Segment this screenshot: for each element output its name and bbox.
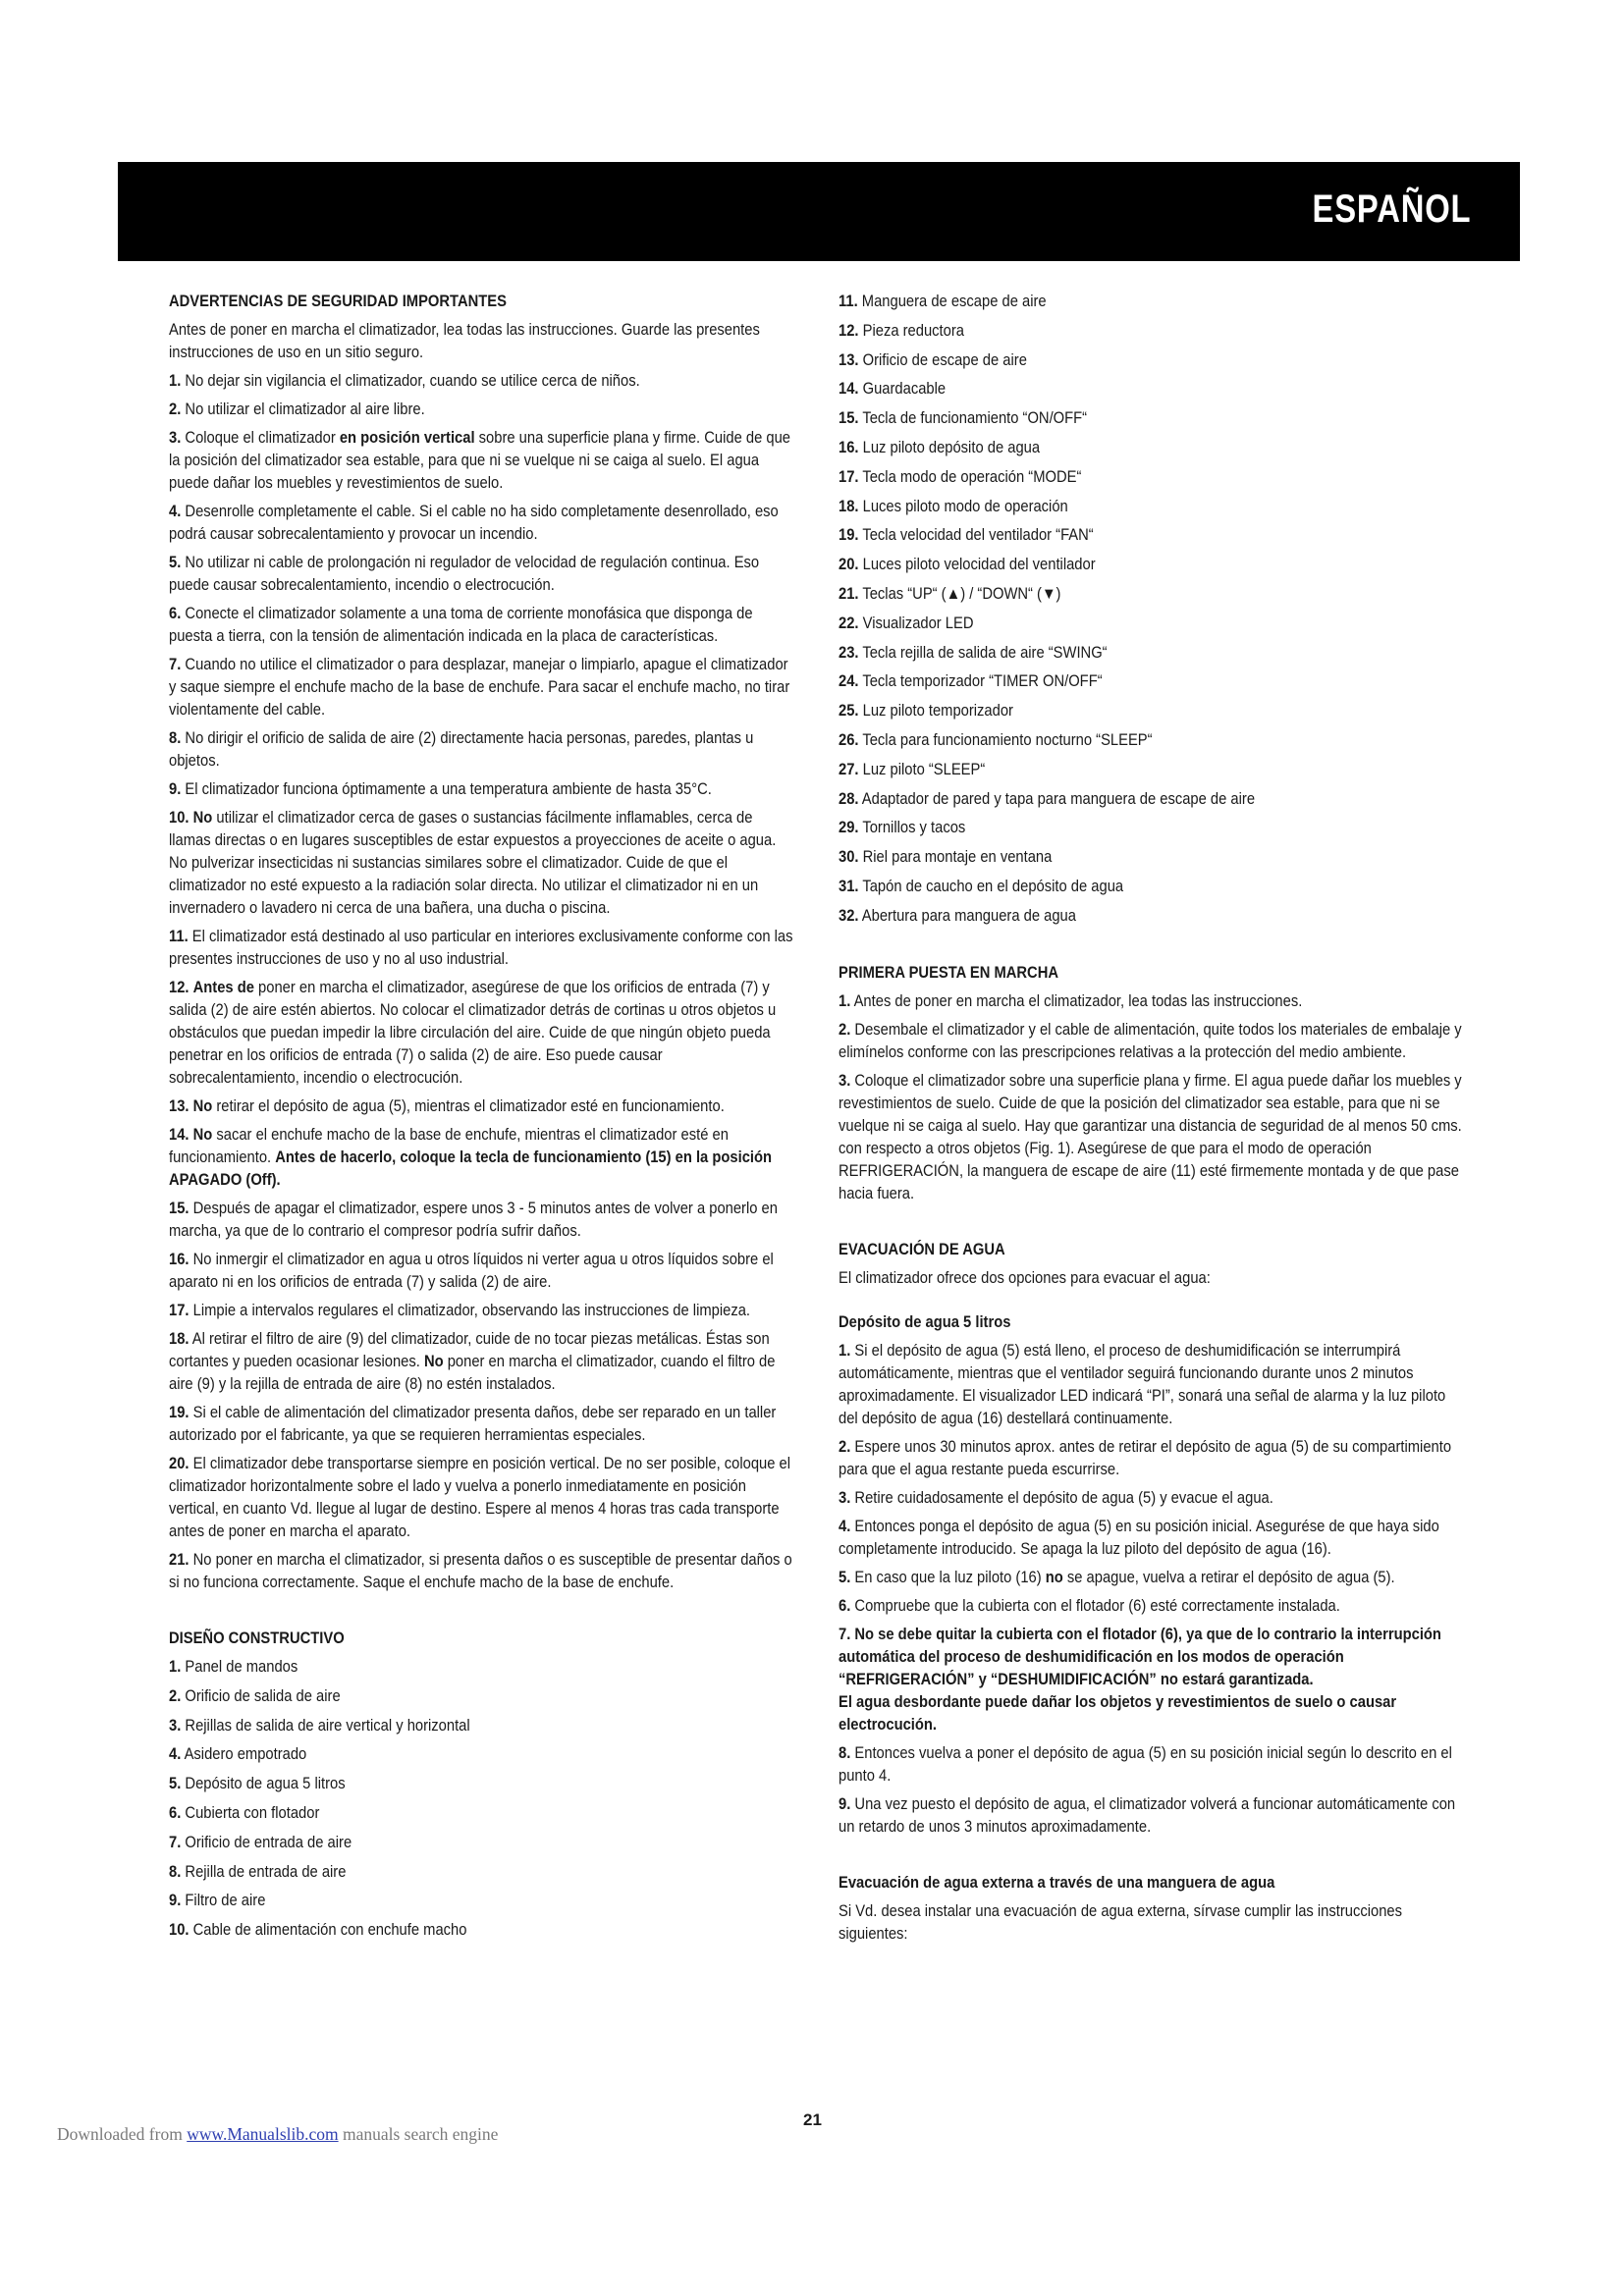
item-text: Orificio de escape de aire (862, 350, 1027, 369)
drain-intro: El climatizador ofrece dos opciones para evacuar el agua: (839, 1268, 1211, 1287)
item-text: El climatizador está destinado al uso particular en interiores exclusivamente conforme con las presentes instrucciones de uso y no al uso industrial. (169, 928, 793, 968)
design-part-item (839, 291, 1466, 313)
design-part-item (169, 1890, 796, 1912)
tank-item (839, 1487, 1466, 1510)
item-text: Visualizador LED (862, 614, 974, 632)
item-number: 3. (169, 429, 182, 447)
item-number: 15. (169, 1200, 189, 1217)
item-text: Luz piloto “SLEEP“ (862, 760, 986, 778)
item-text: Tecla para funcionamiento nocturno “SLEEP“ (862, 730, 1153, 749)
safety-item (169, 552, 796, 597)
item-text: Coloque el climatizador sobre una superficie plana y firme. El agua puede dañar los muebles y revestimientos de suelo. Cuide de que la posición del climatizador sea estable, para que ni se vuelque ni se caiga al suelo. Hay que garantizar una distancia de seguridad de al menos 50 cms. con respecto a otros objetos (Fig. 1). Asegúrese de que para el modo de operación REFRIGERACIÓN, la manguera de escape de aire (11) esté firmemente montada y de que pase hacia fuera. (839, 1071, 1462, 1202)
design-part-item (839, 496, 1466, 518)
item-text: Luz piloto depósito de agua (862, 438, 1041, 456)
item-text: Si el depósito de agua (5) está lleno, el proceso de deshumidificación se interrumpirá automáticamente, mientras que el ventilador seguirá funcionando durante unos 2 minutos aproximadamente. El visualizador LED indicará “PI”, sonará una señal de alarma y la luz piloto del depósito de agua (16) destellará continuamente. (839, 1341, 1446, 1427)
item-text: No poner en marcha el climatizador, si presenta daños o es susceptible de presentar daños o si no funciona correctamente. Saque el enchufe macho de la base de enchufe. (169, 1551, 792, 1591)
item-number: 12. (839, 321, 859, 340)
safety-item (169, 926, 796, 971)
item-text: El climatizador debe transportarse siempre en posición vertical. De no ser posible, coloque el climatizador horizontalmente sobre el lado y vuelva a ponerlo inmediatamente en posición vertical, en cuanto Vd. llegue al lugar de destino. Espere al menos 4 horas tras cada transporte antes de poner en marcha el aparato. (169, 1455, 791, 1540)
safety-item (169, 654, 796, 721)
tank-heading: Depósito de agua 5 litros (839, 1312, 1011, 1331)
safety-item (169, 501, 796, 546)
safety-heading: ADVERTENCIAS DE SEGURIDAD IMPORTANTES (169, 293, 507, 310)
item-number: 3. (169, 1716, 182, 1735)
item-text: Asidero empotrado (184, 1745, 307, 1764)
item-text: Cubierta con flotador (185, 1803, 320, 1822)
design-part-item (169, 1832, 796, 1854)
item-number: 12. (169, 979, 189, 996)
safety-item (169, 778, 796, 801)
external-drain-heading: Evacuación de agua externa a través de una manguera de agua (839, 1873, 1275, 1892)
safety-item (169, 1300, 796, 1322)
item-number: 23. (839, 643, 859, 662)
design-part-item (839, 320, 1466, 343)
item-number: 20. (839, 556, 859, 574)
item-number: 6. (839, 1596, 851, 1615)
item-number: 8. (169, 1862, 182, 1881)
item-text: Tecla de funcionamiento “ON/OFF“ (862, 409, 1088, 428)
item-text: Tapón de caucho en el depósito de agua (862, 877, 1124, 895)
item-number: 24. (839, 672, 859, 691)
design-part-item (169, 1715, 796, 1737)
item-text: Rejilla de entrada de aire (185, 1862, 347, 1881)
item-number: 18. (839, 497, 859, 515)
item-text: Teclas “UP“ (▲) / “DOWN“ (▼) (862, 584, 1061, 603)
left-column (169, 291, 797, 1949)
item-text: Abertura para manguera de agua (861, 906, 1076, 925)
item-number: 1. (169, 372, 182, 390)
item-number: 3. (839, 1488, 851, 1507)
tank-item (839, 1436, 1466, 1481)
item-number: 5. (169, 1775, 182, 1793)
tank-item (839, 1516, 1466, 1561)
design-part-item (839, 554, 1466, 576)
design-part-item (839, 817, 1466, 839)
item-number: 31. (839, 877, 859, 895)
item-number: 13. (169, 1097, 189, 1115)
item-text: Espere unos 30 minutos aprox. antes de retirar el depósito de agua (5) de su compartimiento para que el agua restante pueda escurrirse. (839, 1437, 1452, 1478)
item-number: 29. (839, 819, 859, 837)
item-text: Conecte el climatizador solamente a una toma de corriente monofásica que disponga de puesta a tierra, con la tensión de alimentación indicada en la placa de características. (169, 605, 753, 645)
item-text: sacar el enchufe macho de la base de enchufe, mientras el climatizador esté en funcionamiento. (169, 1126, 729, 1166)
safety-item (169, 1328, 796, 1396)
design-part-item (839, 583, 1466, 606)
item-number: 7. (169, 656, 182, 673)
design-part-item (169, 1802, 796, 1825)
safety-item (169, 1249, 796, 1294)
first-start-item (839, 1070, 1466, 1205)
item-number: 19. (839, 526, 859, 545)
item-text: Antes de poner en marcha el climatizador, lea todas las instrucciones. (853, 991, 1303, 1010)
item-number: 14. (169, 1126, 189, 1144)
drain-heading: EVACUACIÓN DE AGUA (839, 1240, 1005, 1258)
item-text: No inmergir el climatizador en agua u otros líquidos ni verter agua u otros líquidos sobre el aparato ni en los orificios de entrada (7) y salida (2) de aire. (169, 1251, 774, 1291)
item-number: 4. (169, 503, 182, 520)
item-text: No dejar sin vigilancia el climatizador, cuando se utilice cerca de niños. (185, 372, 640, 390)
item-number: 6. (169, 1803, 182, 1822)
item-text: Compruebe que la cubierta con el flotador (6) esté correctamente instalada. (854, 1596, 1340, 1615)
item-emphasis: en posición vertical (339, 429, 475, 447)
item-text: Limpie a intervalos regulares el climatizador, observando las instrucciones de limpieza. (192, 1302, 751, 1319)
item-text: Depósito de agua 5 litros (185, 1775, 346, 1793)
tank-item (839, 1793, 1466, 1839)
item-number: 4. (169, 1745, 182, 1764)
tank-item (839, 1595, 1466, 1618)
safety-item (169, 427, 796, 495)
design-part-item (839, 613, 1466, 635)
item-emphasis: No (423, 1353, 444, 1370)
safety-item (169, 370, 796, 393)
item-text: No dirigir el orificio de salida de aire (2) directamente hacia personas, paredes, plantas u objetos. (169, 729, 754, 770)
safety-item (169, 1402, 796, 1447)
item-text: Orificio de entrada de aire (185, 1833, 352, 1851)
tank-list-after (839, 1742, 1466, 1839)
item-text: Desembale el climatizador y el cable de alimentación, quite todos los materiales de embalaje y elimínelos conforme con las prescripciones relativas a la protección del medio ambiente. (839, 1020, 1462, 1061)
item-number: 25. (839, 702, 859, 721)
item-number: 2. (169, 1686, 182, 1705)
tank-list (839, 1340, 1466, 1618)
item-text: Rejillas de salida de aire vertical y horizontal (185, 1716, 470, 1735)
design-part-item (839, 905, 1466, 928)
item-text: Al retirar el filtro de aire (9) del climatizador, cuide de no tocar piezas metálicas. Éstas son cortantes y pueden ocasionar lesiones. (169, 1330, 770, 1370)
item-text: Una vez puesto el depósito de agua, el climatizador volverá a funcionar automáticamente con un retardo de unos 3 minutos aproximadamente. (839, 1794, 1456, 1836)
item-number: 21. (169, 1551, 189, 1569)
item-text: Pieza reductora (862, 321, 964, 340)
item-text: Tecla velocidad del ventilador “FAN“ (862, 526, 1094, 545)
safety-item (169, 1549, 796, 1594)
design-part-item (839, 378, 1466, 400)
language-title: ESPAÑOL (1312, 187, 1471, 231)
item-emphasis: no (1045, 1568, 1063, 1586)
design-part-item (839, 700, 1466, 722)
item-text: Guardacable (862, 380, 947, 399)
design-part-item (169, 1773, 796, 1795)
item-number: 11. (839, 293, 858, 310)
item-number: 3. (839, 1071, 851, 1090)
item-text: Luz piloto temporizador (862, 702, 1013, 721)
item-number: 21. (839, 584, 859, 603)
item-text: Cable de alimentación con enchufe macho (192, 1921, 467, 1940)
item-text: Coloque el climatizador (185, 429, 340, 447)
item-text: retirar el depósito de agua (5), mientras el climatizador esté en funcionamiento. (212, 1097, 725, 1115)
item-number: 28. (839, 789, 859, 808)
item-number: 19. (169, 1404, 189, 1421)
design-part-item (839, 729, 1466, 752)
first-start-item (839, 990, 1466, 1013)
item-text: Tornillos y tacos (862, 819, 966, 837)
item-text: Entonces vuelva a poner el depósito de agua (5) en su posición inicial según lo descrito en el punto 4. (839, 1743, 1452, 1785)
item-text: No utilizar el climatizador al aire libre. (185, 400, 425, 418)
tank-warning-1: 7. No se debe quitar la cubierta con el flotador (6), ya que de lo contrario la interrupción automática del proceso de deshumidificación en los modos de operación “REFRIGERACIÓN” y “DESHUMIDIFICACIÓN” no estará garantizada. (839, 1625, 1441, 1688)
item-number: 2. (839, 1437, 851, 1456)
footer-suffix: manuals search engine (338, 2124, 499, 2144)
item-text: Riel para montaje en ventana (862, 848, 1053, 867)
safety-item (169, 977, 796, 1090)
safety-intro: Antes de poner en marcha el climatizador, lea todas las instrucciones. Guarde las presentes instrucciones de uso en un sitio seguro. (169, 321, 760, 361)
item-text: se apague, vuelva a retirar el depósito de agua (5). (1062, 1568, 1395, 1586)
item-number: 18. (169, 1330, 189, 1348)
first-start-heading: PRIMERA PUESTA EN MARCHA (839, 963, 1059, 982)
item-number: 27. (839, 760, 859, 778)
design-part-item (839, 876, 1466, 898)
item-number: 22. (839, 614, 859, 632)
item-number: 9. (169, 1892, 182, 1910)
item-text: Tecla temporizador “TIMER ON/OFF“ (862, 672, 1103, 691)
item-number: 30. (839, 848, 859, 867)
design-part-item (839, 466, 1466, 489)
item-text: El climatizador funciona óptimamente a una temperatura ambiente de hasta 35°C. (185, 780, 712, 798)
item-number: 1. (839, 991, 851, 1010)
safety-item (169, 727, 796, 773)
safety-list (169, 370, 796, 1594)
tank-item (839, 1742, 1466, 1788)
item-emphasis: Antes de (192, 979, 254, 996)
design-part-item (169, 1861, 796, 1884)
design-part-item (839, 670, 1466, 693)
language-header-bar (118, 162, 1520, 261)
item-number: 26. (839, 730, 859, 749)
page-number: 21 (803, 2110, 822, 2129)
item-number: 8. (169, 729, 182, 747)
design-part-item (839, 437, 1466, 459)
item-emphasis: No (192, 1097, 213, 1115)
item-number: 5. (839, 1568, 851, 1586)
item-text: Orificio de salida de aire (185, 1686, 341, 1705)
item-number: 32. (839, 906, 859, 925)
item-text: Cuando no utilice el climatizador o para desplazar, manejar o limpiarlo, apague el climatizador y saque siempre el enchufe macho de la base de enchufe. Para sacar el enchufe macho, no tirar violentamente del cable. (169, 656, 790, 719)
item-text: Entonces ponga el depósito de agua (5) en su posición inicial. Asegurése de que haya sido completamente introducido. Se apaga la luz piloto del depósito de agua (16). (839, 1517, 1439, 1558)
item-text: No utilizar ni cable de prolongación ni regulador de velocidad de regulación continua. Eso puede causar sobrecalentamiento, incendio o electrocución. (169, 554, 760, 594)
item-number: 17. (839, 467, 859, 486)
design-part-item (169, 1685, 796, 1708)
design-list-left (169, 1656, 796, 1942)
item-text: Adaptador de pared y tapa para manguera de escape de aire (861, 789, 1256, 808)
item-number: 2. (839, 1020, 851, 1039)
item-text: Si el cable de alimentación del climatizador presenta daños, debe ser reparado en un taller autorizado por el fabricante, ya que se requieren herramientas especiales. (169, 1404, 777, 1444)
item-number: 13. (839, 350, 859, 369)
item-number: 7. (169, 1833, 182, 1851)
item-number: 1. (839, 1341, 851, 1360)
item-number: 17. (169, 1302, 189, 1319)
item-emphasis: No (192, 809, 213, 827)
design-part-item (169, 1743, 796, 1766)
item-text: Retire cuidadosamente el depósito de agua (5) y evacue el agua. (854, 1488, 1273, 1507)
item-number: 14. (839, 380, 859, 399)
design-list-right (839, 291, 1466, 928)
safety-item (169, 1124, 796, 1192)
safety-item (169, 807, 796, 920)
item-number: 6. (169, 605, 182, 622)
item-number: 9. (839, 1794, 851, 1813)
design-part-item (169, 1656, 796, 1679)
design-part-item (839, 524, 1466, 547)
item-text: Tecla rejilla de salida de aire “SWING“ (862, 643, 1108, 662)
safety-item (169, 1198, 796, 1243)
design-part-item (839, 788, 1466, 811)
first-start-list (839, 990, 1466, 1205)
design-part-item (169, 1919, 796, 1942)
item-number: 15. (839, 409, 859, 428)
item-number: 4. (839, 1517, 851, 1535)
design-part-item (839, 349, 1466, 372)
item-text: Tecla modo de operación “MODE“ (862, 467, 1082, 486)
item-number: 16. (169, 1251, 189, 1268)
external-drain-intro: Si Vd. desea instalar una evacuación de agua externa, sírvase cumplir las instrucciones siguientes: (839, 1901, 1402, 1943)
download-footer (57, 2124, 498, 2145)
item-number: 5. (169, 554, 182, 571)
item-text: Después de apagar el climatizador, espere unos 3 - 5 minutos antes de volver a ponerlo en marcha, ya que de lo contrario el compresor podría sufrir daños. (169, 1200, 778, 1240)
design-part-item (839, 407, 1466, 430)
item-text: Luces piloto velocidad del ventilador (862, 556, 1096, 574)
tank-warning-2: El agua desbordante puede dañar los objetos y revestimientos de suelo o causar electrocución. (839, 1692, 1397, 1734)
manualslib-link[interactable]: www.Manualslib.com (187, 2124, 339, 2144)
footer-prefix: Downloaded from (57, 2124, 188, 2144)
item-number: 2. (169, 400, 182, 418)
item-number: 20. (169, 1455, 189, 1472)
item-text: Manguera de escape de aire (861, 293, 1047, 310)
design-part-item (839, 846, 1466, 869)
item-text: utilizar el climatizador cerca de gases o sustancias fácilmente inflamables, cerca de llamas directas o en lugares susceptibles de estar expuestos a proyecciones de aceite o agua. No pulverizar insecticidas ni sustancias similares sobre el climatizador. Cuide de que el climatizador no esté expuesto a la radiación solar directa. No utilizar el climatizador ni en un invernadero o lavadero ni cerca de una bañera, una ducha o piscina. (169, 809, 777, 917)
item-number: 10. (169, 1921, 189, 1940)
design-part-item (839, 642, 1466, 665)
tank-item (839, 1567, 1466, 1589)
item-emphasis: No (192, 1126, 213, 1144)
item-text: Filtro de aire (185, 1892, 266, 1910)
safety-item (169, 603, 796, 648)
item-number: 1. (169, 1658, 182, 1676)
item-text: poner en marcha el climatizador, cuando el filtro de aire (9) y la rejilla de entrada de aire (8) no estén instalados. (169, 1353, 776, 1393)
item-number: 16. (839, 438, 859, 456)
item-text: poner en marcha el climatizador, asegúrese de que los orificios de entrada (7) y salida (2) de aire estén abiertos. No colocar el climatizador detrás de cortinas u otros objetos u obstáculos que puedan impedir la libre circulación del aire. Cuide de que ningún objeto pueda penetrar en los orificios de entrada (7) o salida (2) de aire. Eso puede causar sobrecalentamiento, incendio o electrocución. (169, 979, 777, 1087)
item-emphasis: Antes de hacerlo, coloque la tecla de funcionamiento (15) en la posición APAGADO (Off). (169, 1148, 773, 1189)
item-text: Panel de mandos (185, 1658, 298, 1676)
item-text: Luces piloto modo de operación (862, 497, 1068, 515)
item-text: Desenrolle completamente el cable. Si el cable no ha sido completamente desenrollado, eso podrá causar sobrecalentamiento y provocar un incendio. (169, 503, 779, 543)
item-text: sobre una superficie plana y firme. Cuide de que la posición del climatizador sea estable, para que ni se vuelque ni se caiga al suelo. El agua puede dañar los muebles y revestimientos de suelo. (169, 429, 791, 492)
tank-item (839, 1340, 1466, 1430)
right-column (839, 291, 1467, 1951)
first-start-item (839, 1019, 1466, 1064)
item-number: 8. (839, 1743, 851, 1762)
design-heading: DISEÑO CONSTRUCTIVO (169, 1629, 345, 1647)
safety-item (169, 1453, 796, 1543)
design-part-item (839, 759, 1466, 781)
item-number: 11. (169, 928, 189, 945)
safety-item (169, 399, 796, 421)
safety-item (169, 1095, 796, 1118)
item-text: En caso que la luz piloto (16) (854, 1568, 1046, 1586)
item-number: 10. (169, 809, 189, 827)
item-number: 9. (169, 780, 182, 798)
